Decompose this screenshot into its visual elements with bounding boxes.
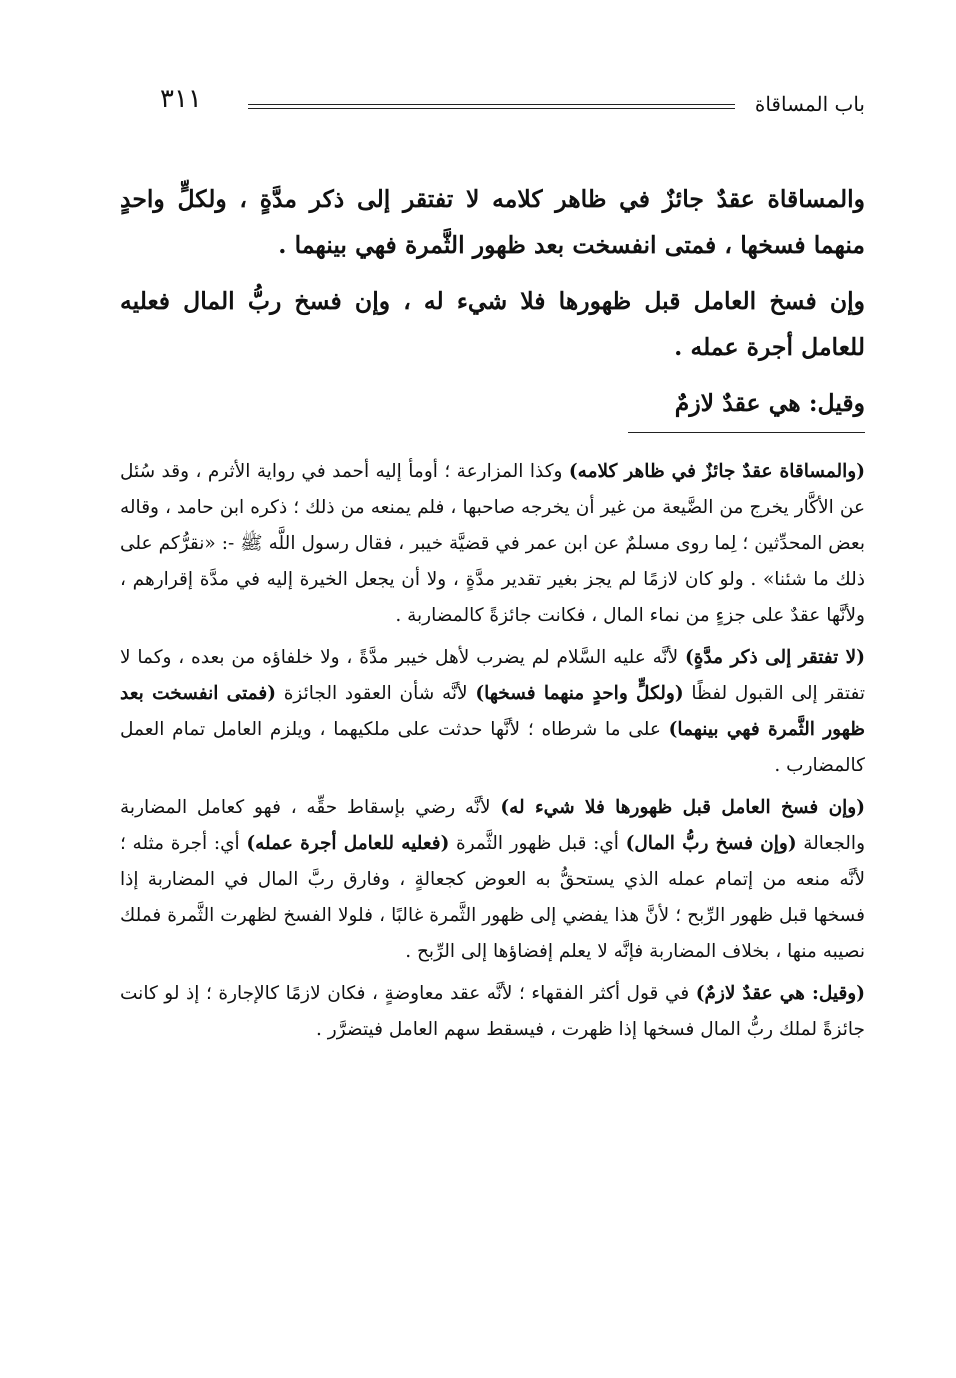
- commentary-text: في قول أكثر الفقهاء ؛ لأنَّه عقد معاوضةٍ ، فكان لازمًا كالإجارة ؛ إذ لو كانت جائزةً لملك ربُّ المال فسخها إذا ظهرت ، فيسقط سهم العامل فيتضرَّر .: [120, 983, 865, 1040]
- commentary-paragraph: [120, 640, 865, 784]
- commentary-paragraph: [120, 454, 865, 634]
- quoted-phrase: (لا تفتقر إلى ذكر مدَّةٍ): [685, 647, 865, 668]
- commentary-paragraph: [120, 976, 865, 1048]
- main-text: [120, 176, 865, 436]
- commentary-text: على ما شرطاه ؛ لأنَّها حدثت على ملكيهما ، ويلزم العامل تمام العمل كالمضارب .: [120, 719, 865, 776]
- main-text-paragraph: والمساقاة عقدٌ جائزٌ في ظاهر كلامه لا تفتقر إلى ذكر مدَّةٍ ، ولكلٍّ واحدٍ منهما فسخها ، فمتى انفسخت بعد ظهور الثَّمرة فهي بينهما .: [120, 185, 865, 259]
- quoted-phrase: (والمساقاة عقدٌ جائزٌ في ظاهر كلامه): [568, 461, 865, 482]
- commentary-paragraph: [120, 790, 865, 970]
- chapter-title: باب المساقاة: [754, 92, 865, 116]
- quoted-phrase: (فمتى انفسخت بعد ظهور الثَّمرة فهي بينهما): [120, 683, 865, 740]
- commentary-text: أي: أجرة مثله ؛ لأنَّه منعه من إتمام عمله الذي يستحقُّ به العوض كجعالةٍ ، وفارق ربَّ المال في المضاربة إذا فسخها قبل ظهور الرِّبح ؛ لأنَّ هذا يفضي إلى ظهور الثَّمرة غالبًا ، فلولا الفسخ لظهرت الثَّمرة فملك نصيبه منها ، بخلاف المضاربة فإنَّه لا يعلم إفضاؤها إلى الرِّبح .: [120, 833, 865, 962]
- commentary: [120, 454, 865, 1054]
- commentary-text: لأنَّه شأن العقود الجائزة: [275, 683, 476, 704]
- quoted-phrase: (فعليه للعامل أجرة عمله): [246, 833, 450, 854]
- commentary-text: لأنَّه رضي بإسقاط حقِّه ، فهو كعامل المضاربة والجعالة: [120, 797, 866, 854]
- quoted-phrase: (وإن فسخ العامل قبل ظهورها فلا شيء له): [500, 797, 865, 818]
- page-header: [160, 84, 865, 124]
- commentary-text: أي: قبل ظهور الثَّمرة: [449, 833, 626, 854]
- quoted-phrase: (وإن فسخ ربُّ المال): [625, 833, 797, 854]
- page-number: ٣١١: [160, 84, 202, 114]
- quoted-phrase: (وقيل: هي عقدٌ لازمٌ): [695, 983, 865, 1004]
- commentary-text: وكذا المزارعة ؛ أومأ إليه أحمد في رواية الأثرم ، وقد سُئل عن الأكَّار يخرج من الضَّيعة من غير أن يخرجه صاحبها ، فلم يمنعه من ذلك ؛ ذكره ابن حامد ، وقاله بعض المحدِّثين ؛ لِما روى مسلمٌ عن ابن عمر في قضيَّة خيبر ، فقال رسول اللَّه ﷺ -: «نقرُّكم على ذلك ما شئنا» . ولو كان لازمًا لم يجز بغير تقدير مدَّةٍ ، ولا أن يجعل الخيرة إليه في مدَّة إقرارهم ، ولأنَّها عقدٌ على جزءٍ من نماء المال ، فكانت جائزةً كالمضاربة .: [120, 461, 865, 626]
- main-text-paragraph: وقيل: هي عقدٌ لازمٌ: [674, 389, 865, 417]
- section-divider: [628, 432, 865, 433]
- quoted-phrase: (ولكلٍّ واحدٍ منهما فسخها): [475, 683, 684, 704]
- header-rule: [248, 104, 735, 109]
- commentary-text: لأنَّه عليه السَّلام لم يضرب لأهل خيبر مدَّةً ، ولا خلفاؤه من بعده ، وكما لا تفتقر إلى القبول لفظًا: [120, 647, 866, 704]
- main-text-paragraph: وإن فسخ العامل قبل ظهورها فلا شيء له ، وإن فسخ ربُّ المال فعليه للعامل أجرة عمله .: [120, 287, 865, 361]
